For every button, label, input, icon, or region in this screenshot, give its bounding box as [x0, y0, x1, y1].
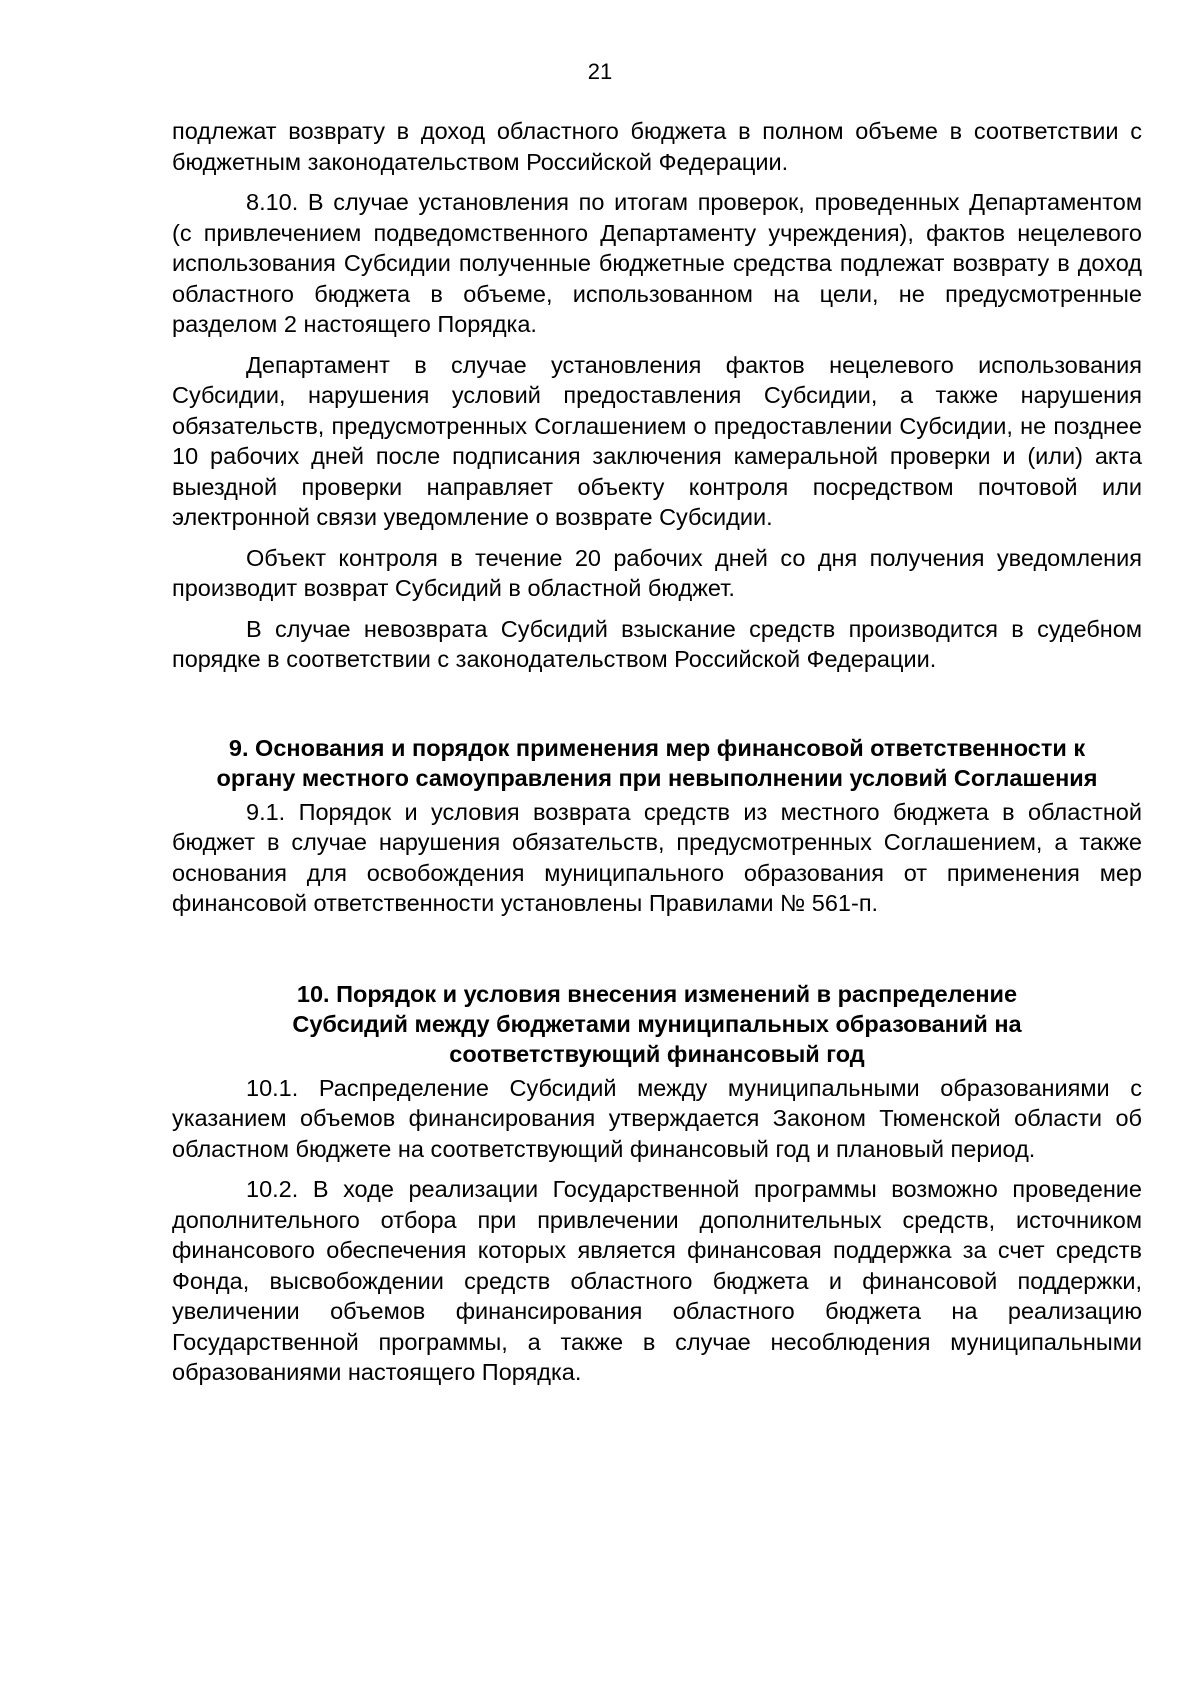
paragraph-department-notice: Департамент в случае установления фактов нецелевого использования Субсидии, нарушения условий предоставления Субсидии, а также нарушения обязательств, предусмотренных Соглашением о предоставлении Субсидии, не позднее 10 рабочих дней после подписания заключения камеральной проверки и (или) акта выездной проверки направляет объекту контроля посредством почтовой или электронной связи уведомление о возврате Субсидии.: [172, 351, 1142, 530]
page-number: 21: [587, 59, 613, 84]
paragraph-9-1: 9.1. Порядок и условия возврата средств из местного бюджета в областной бюджет в случае нарушения обязательств, предусмотренных Соглашением, а также основания для освобождения муниципального образования от применения мер финансовой ответственности установлены Правилами № 561-п.: [172, 798, 1142, 916]
paragraph-continuation: подлежат возврату в доход областного бюджета в полном объеме в соответствии с бюджетным законодательством Российской Федерации.: [172, 118, 1142, 175]
section-9-heading: 9. Основания и порядок применения мер финансовой ответственности к органу местного самоуправления при невыполнении условий Соглашения: [216, 734, 1098, 791]
paragraph-control-object: Объект контроля в течение 20 рабочих дней со дня получения уведомления производит возврат Субсидий в областной бюджет.: [172, 544, 1142, 601]
paragraph-10-1: 10.1. Распределение Субсидий между муниципальными образованиями с указанием объемов финансирования утверждается Законом Тюменской области об областном бюджете на соответствующий финансовый год и плановый период.: [172, 1074, 1142, 1162]
paragraph-non-return: В случае невозврата Субсидий взыскание средств производится в судебном порядке в соответствии с законодательством Российской Федерации.: [172, 615, 1142, 672]
document-body: [172, 116, 1142, 1398]
paragraph-8-10: 8.10. В случае установления по итогам проверок, проведенных Департаментом (с привлечением подведомственного Департаменту учреждения), фактов нецелевого использования Субсидии полученные бюджетные средства подлежат возврату в доход областного бюджета в объеме, использованном на цели, не предусмотренные разделом 2 настоящего Порядка.: [172, 189, 1142, 337]
section-10-heading: 10. Порядок и условия внесения изменений в распределение Субсидий между бюджетами муниципальных образований на соответствующий финансовый год: [292, 980, 1022, 1067]
paragraph-10-2: 10.2. В ходе реализации Государственной программы возможно проведение дополнительного отбора при привлечении дополнительных средств, источником финансового обеспечения которых является финансовая поддержка за счет средств Фонда, высвобождении средств областного бюджета и финансовой поддержки, увеличении объемов финансирования областного бюджета на реализацию Государственной программы, а также в случае несоблюдения муниципальными образованиями настоящего Порядка.: [172, 1176, 1142, 1385]
